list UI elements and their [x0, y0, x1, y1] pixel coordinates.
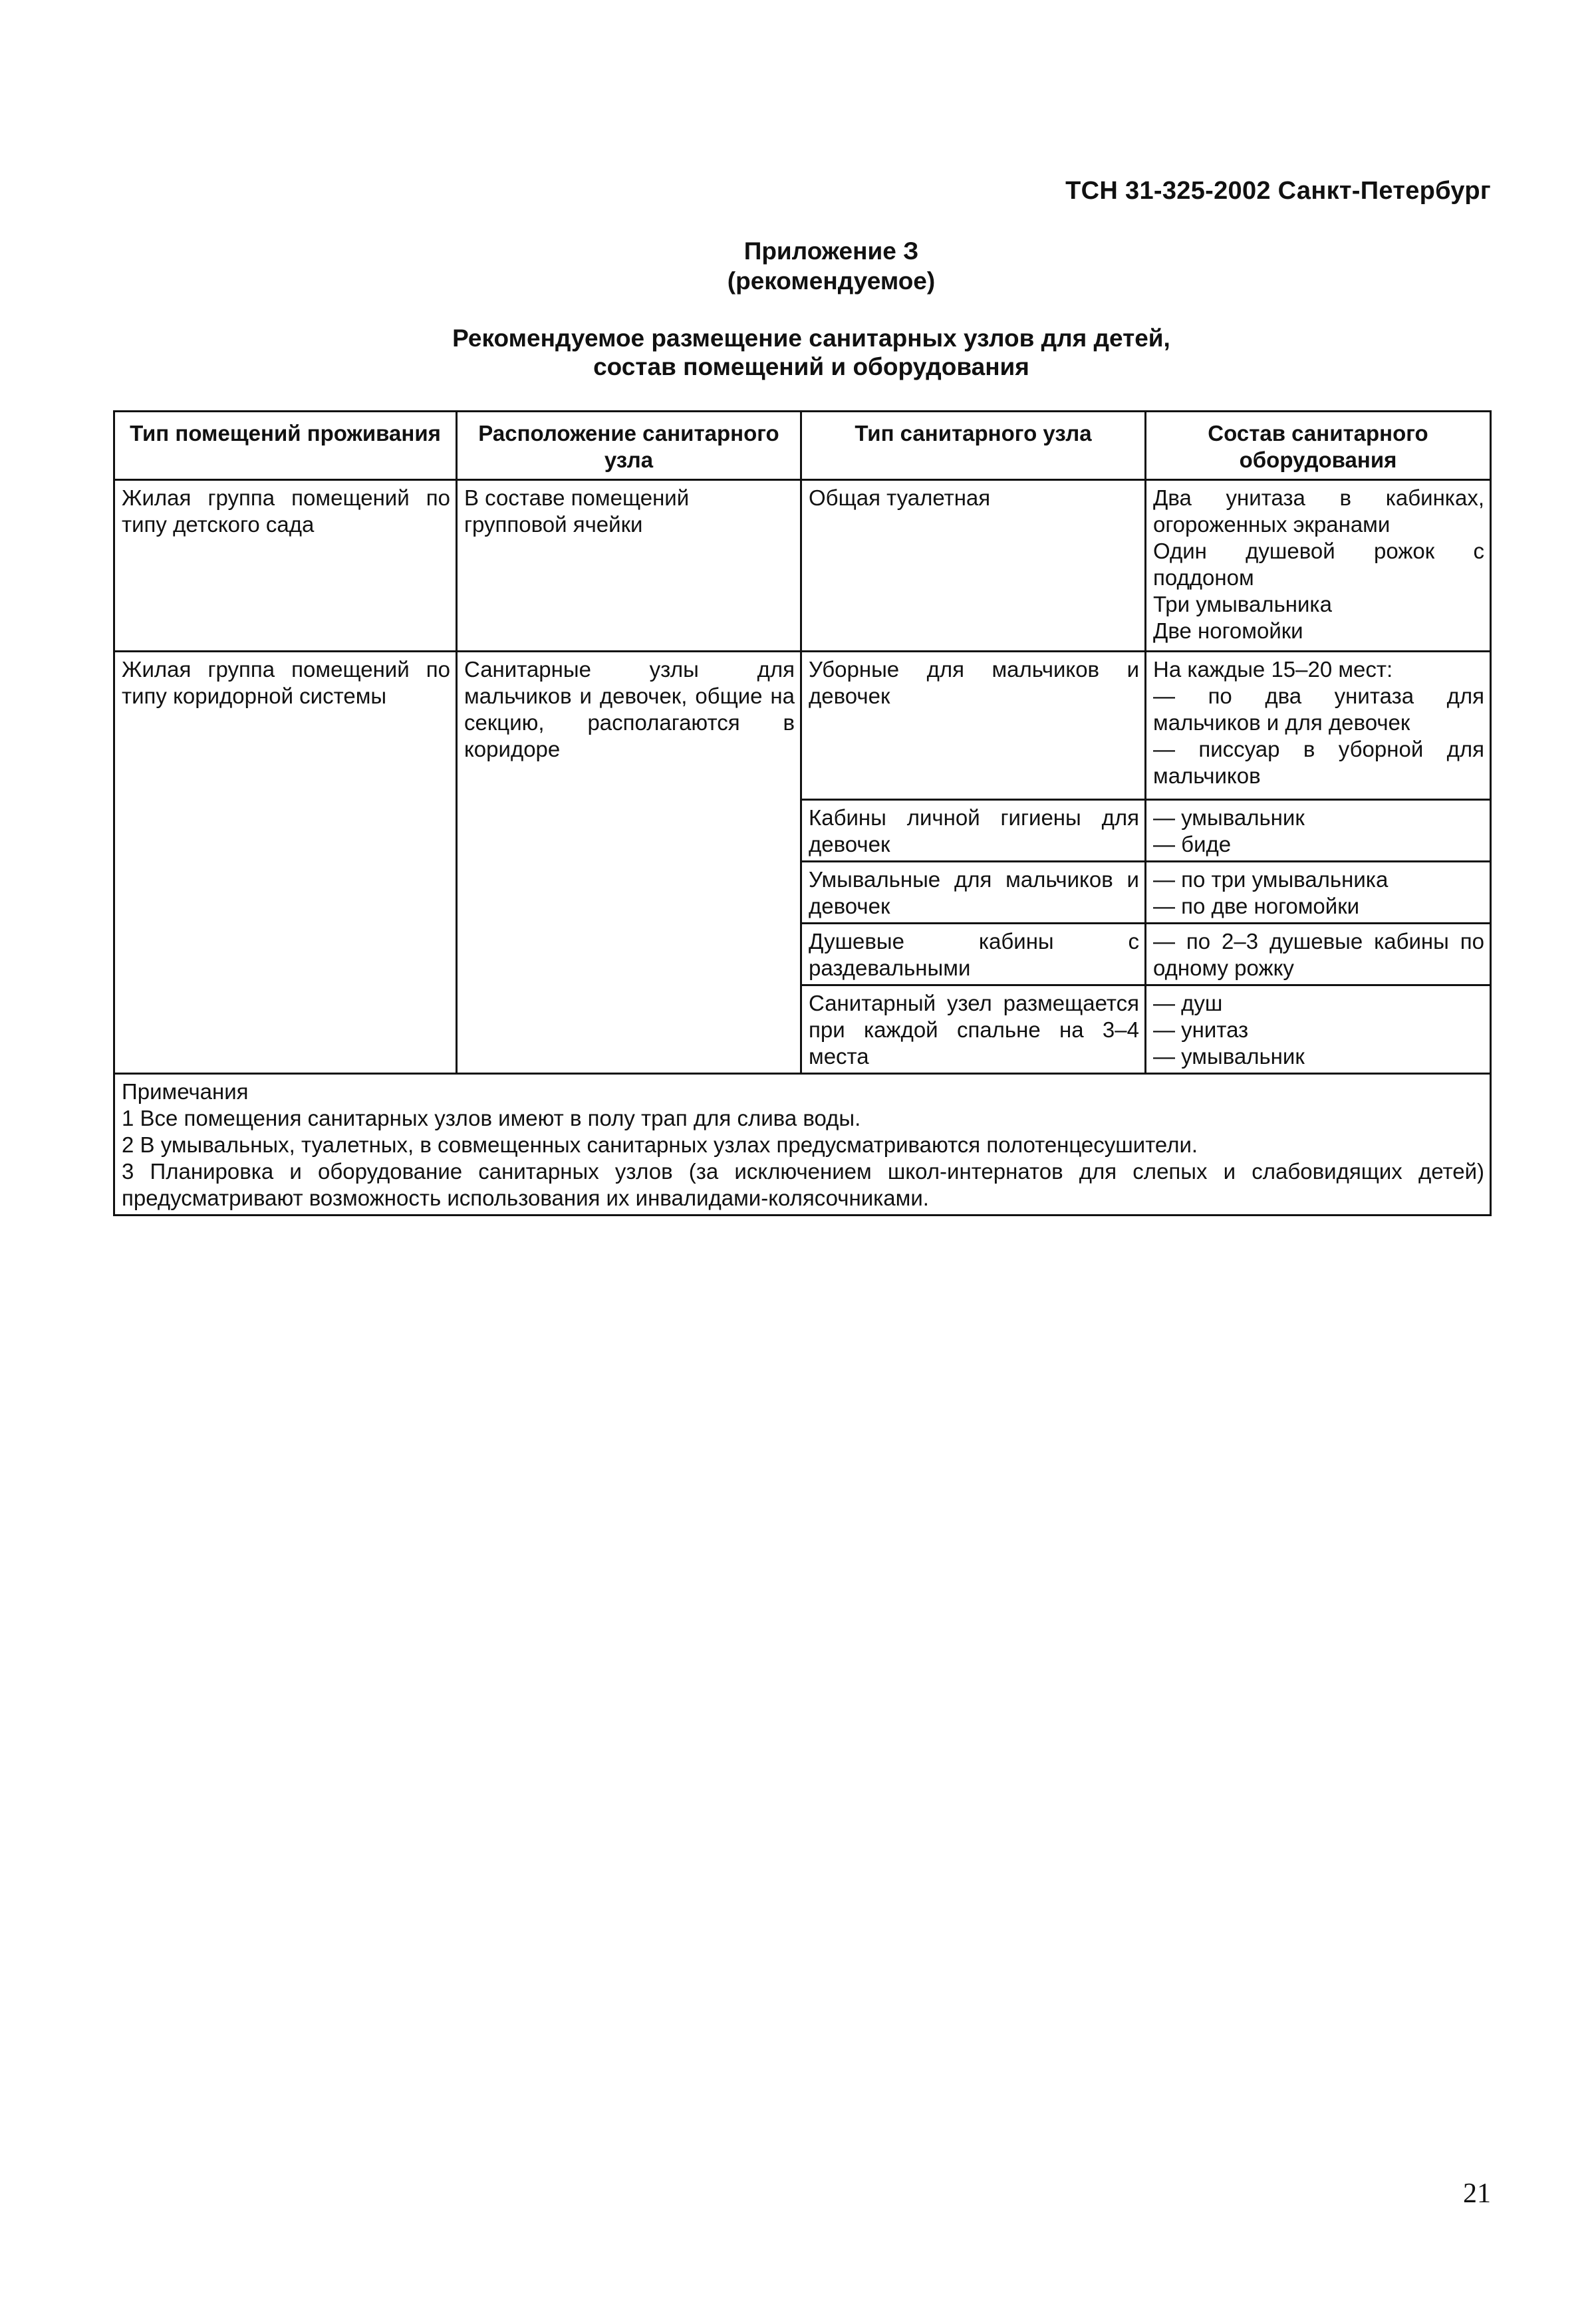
row2-location: Санитарные узлы для мальчиков и девочек, общие на секцию, располагаются в коридоре — [457, 652, 801, 1074]
equipment-line: — умывальник — [1153, 805, 1305, 830]
sanitary-units-table — [113, 410, 1492, 1216]
subrow-unit-type: Умывальные для мальчиков и девочек — [801, 862, 1146, 924]
equipment-line: — писсуар в уборной для мальчиков — [1153, 737, 1484, 788]
row1-unit-type: Общая туалетная — [801, 480, 1146, 652]
subrow-equipment — [1146, 985, 1491, 1074]
equipment-line: — по 2–3 душевые кабины по одному рожку — [1153, 929, 1484, 980]
table-title-line-1: Рекомендуемое размещение санитарных узлов для детей, — [452, 324, 1170, 352]
row1-location: В составе помещений групповой ячейки — [457, 480, 801, 652]
table-header-row — [114, 412, 1491, 480]
equipment-line: — душ — [1153, 991, 1223, 1015]
header-residence-type: Тип помещений проживания — [114, 412, 457, 480]
subrow-equipment — [1146, 924, 1491, 985]
table-row — [114, 480, 1491, 652]
subrow-equipment — [1146, 800, 1491, 862]
appendix-subtitle: (рекомендуемое) — [727, 267, 936, 295]
notes-cell — [114, 1074, 1491, 1216]
header-location: Расположение санитарного узла — [457, 412, 801, 480]
subrow-equipment — [1146, 862, 1491, 924]
appendix-title: Приложение З — [743, 237, 919, 265]
note-item: 3 Планировка и оборудование санитарных узлов (за исключением школ-интернатов для слепых и слабовидящих детей) предусматривают возможность использования их инвалидами-колясочниками. — [122, 1159, 1484, 1210]
page-number: 21 — [1463, 2178, 1491, 2209]
equipment-line: Один душевой рожок с поддоном — [1153, 539, 1484, 590]
row1-residence-type: Жилая группа помещений по типу детского сада — [114, 480, 457, 652]
subrow-unit-type: Уборные для мальчиков и девочек — [801, 652, 1146, 800]
equipment-line: — по две ногомойки — [1153, 894, 1360, 918]
appendix-heading — [0, 236, 1596, 296]
equipment-line: Два унитаза в кабинках, огороженных экранами — [1153, 485, 1484, 537]
table-title-line-2: состав помещений и оборудования — [593, 353, 1029, 380]
table-row — [114, 652, 1491, 800]
equipment-line: На каждые 15–20 мест: — [1153, 657, 1393, 682]
equipment-line: Две ногомойки — [1153, 618, 1303, 643]
equipment-line: Три умывальника — [1153, 592, 1332, 616]
note-item: 2 В умывальных, туалетных, в совмещенных санитарных узлах предусматриваются полотенцесушители. — [122, 1132, 1198, 1157]
subrow-unit-type: Санитарный узел размещается при каждой спальне на 3–4 места — [801, 985, 1146, 1074]
notes-title: Примечания — [122, 1079, 249, 1104]
table-title — [0, 324, 1596, 381]
row2-residence-type: Жилая группа помещений по типу коридорной системы — [114, 652, 457, 1074]
equipment-line: — биде — [1153, 832, 1232, 856]
note-item: 1 Все помещения санитарных узлов имеют в полу трап для слива воды. — [122, 1106, 861, 1130]
equipment-line: — умывальник — [1153, 1044, 1305, 1069]
equipment-line: — по два унитаза для мальчиков и для девочек — [1153, 684, 1484, 735]
header-equipment: Состав санитарного оборудования — [1146, 412, 1491, 480]
subrow-unit-type: Душевые кабины с раздевальными — [801, 924, 1146, 985]
equipment-line: — унитаз — [1153, 1017, 1249, 1042]
subrow-unit-type: Кабины личной гигиены для девочек — [801, 800, 1146, 862]
subrow-equipment — [1146, 652, 1491, 800]
equipment-line: — по три умывальника — [1153, 867, 1389, 892]
row1-equipment — [1146, 480, 1491, 652]
notes-row — [114, 1074, 1491, 1216]
header-unit-type: Тип санитарного узла — [801, 412, 1146, 480]
document-code: ТСН 31-325-2002 Санкт-Петербург — [1065, 177, 1491, 205]
